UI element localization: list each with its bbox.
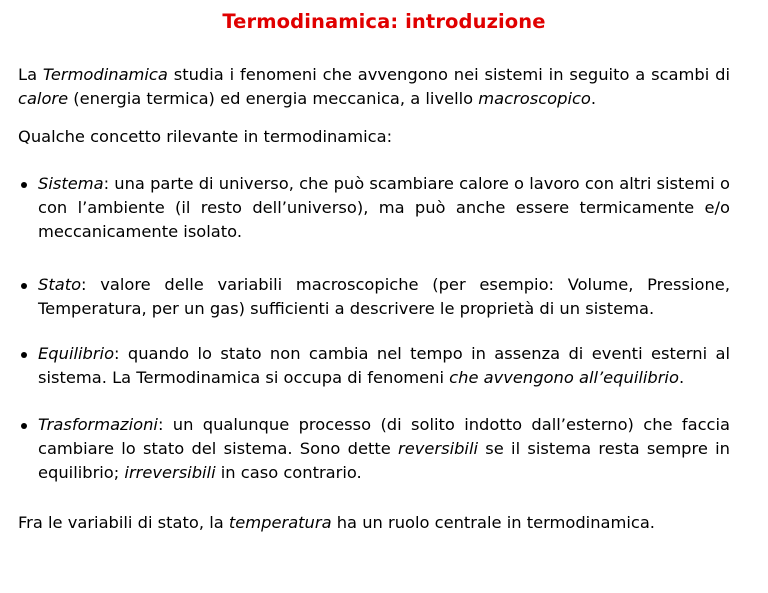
definition-trasformazioni-mid: se il sistema resta sempre in equilibrio;	[38, 439, 730, 482]
definition-equilibrio: : quando lo stato non cambia nel tempo in assenza di eventi esterni al sistema. La Termodinamica si occupa di fenomeni	[38, 344, 730, 387]
definition-trasformazioni-end: in caso contrario.	[215, 463, 362, 482]
definition-sistema: : una parte di universo, che può scambiare calore o lavoro con altri sistemi o con l’ambiente (il resto dell’universo), ma può anche essere termicamente e/o meccanicamente isolato.	[38, 174, 730, 241]
list-item-sistema	[38, 172, 730, 244]
intro-text-2: studia i fenomeni che avvengono nei sistemi in seguito a scambi di	[167, 65, 730, 84]
intro-text-1: La	[18, 65, 43, 84]
bullet-dot	[21, 423, 27, 429]
intro-term-calore: calore	[18, 89, 69, 108]
intro-text-4: .	[590, 89, 597, 108]
definition-trasformazioni: : un qualunque processo (di solito indotto dall’esterno) che faccia cambiare lo stato del sistema. Sono dette	[38, 415, 730, 458]
definition-equilibrio-end: .	[678, 368, 685, 387]
final-term-temperatura: temperatura	[228, 513, 332, 532]
lead-paragraph: Qualche concetto rilevante in termodinamica:	[18, 127, 393, 146]
intro-text-3: (energia termica) ed energia meccanica, a livello	[68, 89, 479, 108]
list-item-stato	[38, 273, 730, 321]
definition-stato: : valore delle variabili macroscopiche (per esempio: Volume, Pressione, Temperatura, per un gas) sufficienti a descrivere le proprietà di un sistema.	[38, 275, 730, 318]
term-reversibili: reversibili	[398, 439, 478, 458]
intro-term-macroscopico: macroscopico	[478, 89, 591, 108]
bullet-dot	[21, 283, 27, 289]
term-irreversibili: irreversibili	[124, 463, 216, 482]
final-text-2: ha un ruolo centrale in termodinamica.	[331, 513, 655, 532]
bullet-dot	[21, 182, 27, 188]
bullet-dot	[21, 352, 27, 358]
term-all-equilibrio: che avvengono all’equilibrio	[449, 368, 679, 387]
list-item-trasformazioni	[38, 413, 730, 485]
slide-title: Termodinamica: introduzione	[222, 10, 546, 33]
term-stato: Stato	[38, 275, 82, 294]
final-text-1: Fra le variabili di stato, la	[18, 513, 229, 532]
intro-term-termodinamica: Termodinamica	[42, 65, 168, 84]
final-paragraph	[18, 511, 730, 535]
term-sistema: Sistema	[38, 174, 104, 193]
term-trasformazioni: Trasformazioni	[38, 415, 158, 434]
term-equilibrio: Equilibrio	[38, 344, 115, 363]
intro-paragraph	[18, 63, 730, 111]
list-item-equilibrio	[38, 342, 730, 390]
